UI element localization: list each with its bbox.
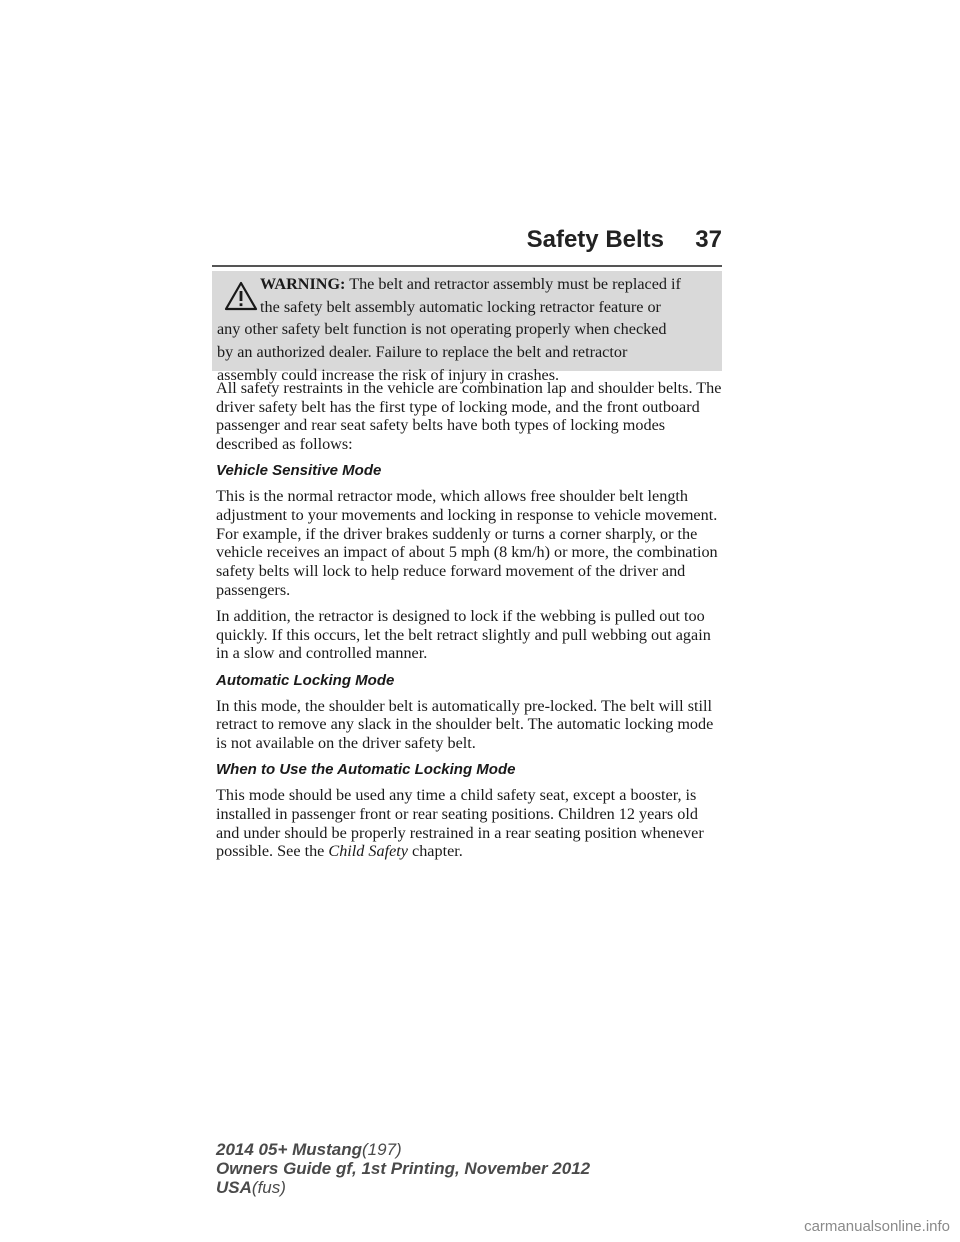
warning-box <box>212 271 722 384</box>
automatic-locking-mode-heading: Automatic Locking Mode <box>216 671 395 689</box>
footer-line-3 <box>216 1178 590 1197</box>
warning-text <box>217 273 715 387</box>
warning-line-2: the safety belt assembly automatic locking retractor feature or <box>260 297 661 316</box>
vehicle-sensitive-mode-paragraph-2: In addition, the retractor is designed to lock if the webbing is pulled out too quickly. If this occurs, let the belt retract slightly and pull webbing out again in a slow and controlled manner. <box>216 607 711 663</box>
intro-paragraph: All safety restraints in the vehicle are combination lap and shoulder belts. The driver safety belt has the first type of locking mode, and the front outboard passenger and rear seat safety belts have both types of locking modes described as follows: <box>216 379 722 454</box>
body-content <box>216 379 722 869</box>
when-to-use-heading: When to Use the Automatic Locking Mode <box>216 761 516 779</box>
footer-region-code: (fus) <box>251 1178 286 1197</box>
footer-line-1 <box>216 1140 590 1159</box>
footer-line-2: Owners Guide gf, 1st Printing, November 2012 <box>216 1159 591 1178</box>
page-header <box>212 226 722 266</box>
when-to-use-text-end: chapter. <box>412 842 463 861</box>
warning-line-4: by an authorized dealer. Failure to replace the belt and retractor <box>217 343 628 362</box>
footer-page-code: (197) <box>362 1140 402 1159</box>
header-rule <box>212 265 722 267</box>
warning-label: WARNING: <box>260 275 346 293</box>
section-title: Safety Belts <box>526 226 664 253</box>
warning-line-3: any other safety belt function is not operating properly when checked <box>217 320 667 339</box>
vehicle-sensitive-mode-paragraph-1: This is the normal retractor mode, which allows free shoulder belt length adjustment to your movements and locking in response to vehicle movement. For example, if the driver brakes suddenly or turns a corner sharply, or the vehicle receives an impact of about 5 mph (8 km/h) or more, the combination safety belts will lock to help reduce forward movement of the driver and passengers. <box>216 487 718 599</box>
warning-line-1: The belt and retractor assembly must be replaced if <box>349 275 681 293</box>
page-number: 37 <box>695 226 722 253</box>
automatic-locking-mode-paragraph: In this mode, the shoulder belt is automatically pre-locked. The belt will still retract to remove any slack in the shoulder belt. The automatic locking mode is not available on the driver safety belt. <box>216 696 714 753</box>
footer-model: 2014 05+ Mustang <box>216 1140 362 1159</box>
child-safety-reference[interactable]: Child Safety <box>328 842 408 861</box>
warning-line-5: assembly could increase the risk of injury in crashes. <box>217 365 560 384</box>
page-footer <box>216 1140 590 1197</box>
watermark: carmanualsonline.info <box>804 1218 950 1235</box>
vehicle-sensitive-mode-heading: Vehicle Sensitive Mode <box>216 462 382 480</box>
footer-region: USA <box>216 1178 252 1197</box>
when-to-use-text: This mode should be used any time a child safety seat, except a booster, is installed in passenger front or rear seating positions. Children 12 years old and under should be properly restrained in a rear seating position whenever possible. See the <box>216 786 704 861</box>
when-to-use-paragraph <box>216 786 722 861</box>
